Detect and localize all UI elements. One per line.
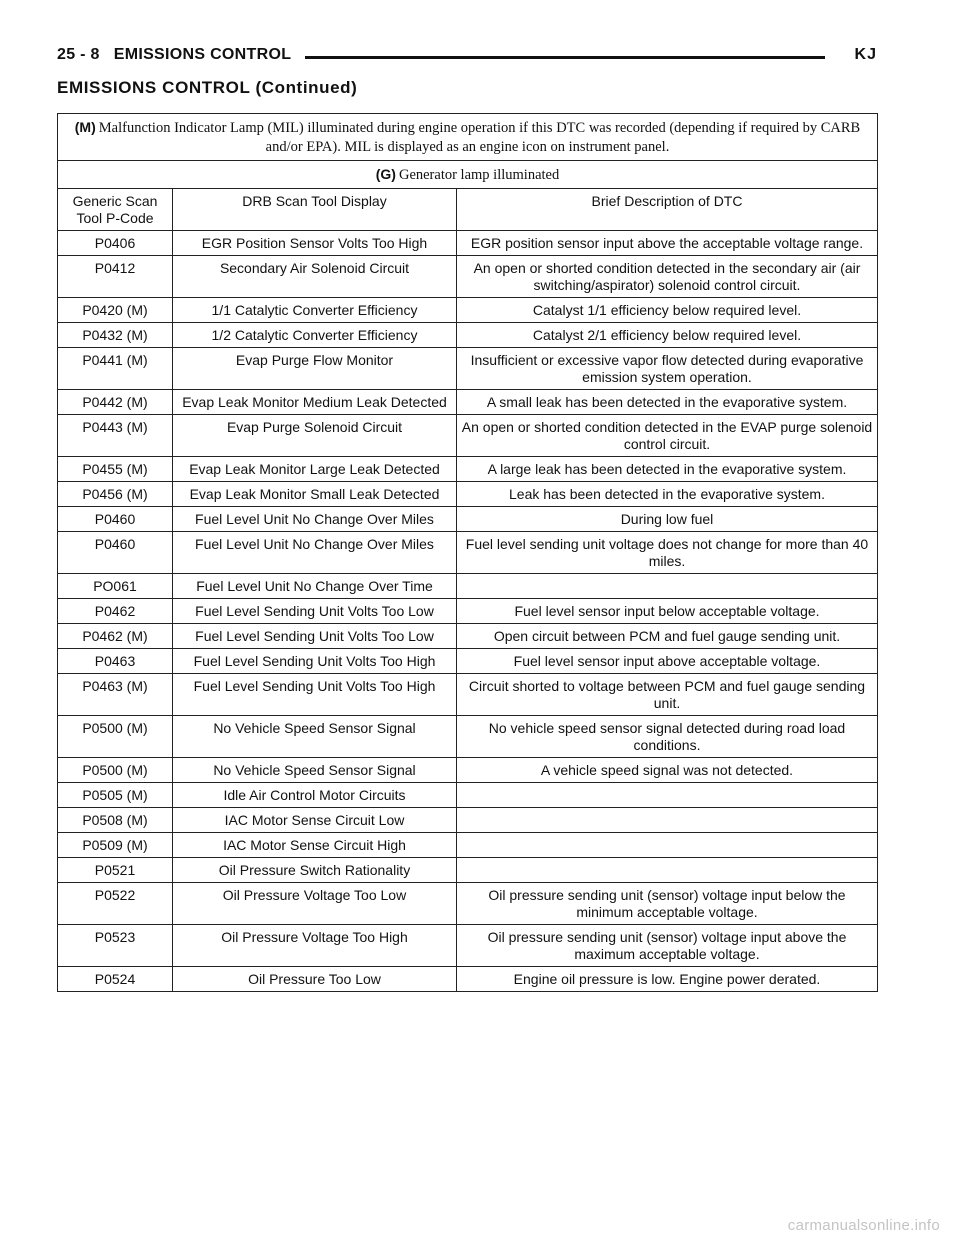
dtc-code-cell: P0412 [58,256,173,298]
table-row [58,925,878,967]
dtc-code-cell: P0509 (M) [58,833,173,858]
drb-display-cell: Oil Pressure Voltage Too Low [173,883,457,925]
table-row [58,532,878,574]
table-row [58,624,878,649]
dtc-description-cell: During low fuel [457,507,878,532]
dtc-code-cell: P0463 [58,649,173,674]
dtc-code-cell: P0460 [58,532,173,574]
dtc-description-cell: A vehicle speed signal was not detected. [457,758,878,783]
table-row [58,323,878,348]
model-code: KJ [854,46,877,63]
dtc-code-cell: P0441 (M) [58,348,173,390]
dtc-description-cell: Insufficient or excessive vapor flow detected during evaporative emission system operation. [457,348,878,390]
table-header-row [58,189,878,231]
table-row [58,574,878,599]
table-row [58,833,878,858]
dtc-code-cell: P0522 [58,883,173,925]
table-row [58,758,878,783]
dtc-table [57,113,878,992]
dtc-description-cell: No vehicle speed sensor signal detected during road load conditions. [457,716,878,758]
drb-display-cell: Fuel Level Unit No Change Over Miles [173,507,457,532]
drb-display-cell: Oil Pressure Switch Rationality [173,858,457,883]
dtc-description-cell [457,783,878,808]
dtc-code-cell: P0463 (M) [58,674,173,716]
dtc-code-cell: PO061 [58,574,173,599]
dtc-description-cell: A large leak has been detected in the evaporative system. [457,457,878,482]
dtc-description-cell: A small leak has been detected in the evaporative system. [457,390,878,415]
drb-display-cell: Fuel Level Sending Unit Volts Too Low [173,599,457,624]
dtc-code-cell: P0523 [58,925,173,967]
dtc-code-cell: P0432 (M) [58,323,173,348]
table-row [58,390,878,415]
drb-display-cell: No Vehicle Speed Sensor Signal [173,716,457,758]
drb-display-cell: Fuel Level Sending Unit Volts Too Low [173,624,457,649]
header-pcode: Generic Scan Tool P-Code [58,189,173,231]
dtc-code-cell: P0455 (M) [58,457,173,482]
dtc-code-cell: P0460 [58,507,173,532]
dtc-description-cell: An open or shorted condition detected in the EVAP purge solenoid control circuit. [457,415,878,457]
dtc-description-cell [457,858,878,883]
table-row [58,883,878,925]
dtc-code-cell: P0443 (M) [58,415,173,457]
dtc-description-cell: Fuel level sensor input above acceptable voltage. [457,649,878,674]
table-row [58,507,878,532]
dtc-code-cell: P0500 (M) [58,758,173,783]
drb-display-cell: No Vehicle Speed Sensor Signal [173,758,457,783]
table-row [58,415,878,457]
dtc-description-cell: An open or shorted condition detected in the secondary air (air switching/aspirator) solenoid control circuit. [457,256,878,298]
drb-display-cell: IAC Motor Sense Circuit High [173,833,457,858]
dtc-code-cell: P0521 [58,858,173,883]
continued-title: EMISSIONS CONTROL (Continued) [57,78,358,97]
watermark: carmanualsonline.info [787,1217,940,1234]
header-description: Brief Description of DTC [457,189,878,231]
table-row [58,716,878,758]
drb-display-cell: Fuel Level Unit No Change Over Miles [173,532,457,574]
dtc-code-cell: P0505 (M) [58,783,173,808]
drb-display-cell: Oil Pressure Voltage Too High [173,925,457,967]
dtc-code-cell: P0420 (M) [58,298,173,323]
note-row-generator [58,161,878,189]
dtc-description-cell: Engine oil pressure is low. Engine power derated. [457,967,878,992]
dtc-description-cell [457,833,878,858]
dtc-code-cell: P0462 (M) [58,624,173,649]
table-row [58,858,878,883]
table-row [58,231,878,256]
dtc-description-cell: Oil pressure sending unit (sensor) voltage input below the minimum acceptable voltage. [457,883,878,925]
table-row [58,599,878,624]
dtc-description-cell: Fuel level sensor input below acceptable voltage. [457,599,878,624]
dtc-description-cell [457,574,878,599]
drb-display-cell: Evap Leak Monitor Large Leak Detected [173,457,457,482]
table-row [58,674,878,716]
drb-display-cell: Fuel Level Sending Unit Volts Too High [173,649,457,674]
table-row [58,457,878,482]
note-generator [58,161,878,189]
drb-display-cell: Evap Purge Solenoid Circuit [173,415,457,457]
dtc-description-cell: Circuit shorted to voltage between PCM and fuel gauge sending unit. [457,674,878,716]
drb-display-cell: 1/2 Catalytic Converter Efficiency [173,323,457,348]
drb-display-cell: Evap Leak Monitor Medium Leak Detected [173,390,457,415]
dtc-description-cell [457,808,878,833]
note-mil-tag: (M) [74,119,96,135]
dtc-code-cell: P0508 (M) [58,808,173,833]
drb-display-cell: Fuel Level Sending Unit Volts Too High [173,674,457,716]
table-row [58,783,878,808]
header-rule [305,56,825,59]
drb-display-cell: Oil Pressure Too Low [173,967,457,992]
dtc-code-cell: P0406 [58,231,173,256]
dtc-description-cell: Catalyst 1/1 efficiency below required level. [457,298,878,323]
dtc-description-cell: Oil pressure sending unit (sensor) voltage input above the maximum acceptable voltage. [457,925,878,967]
drb-display-cell: EGR Position Sensor Volts Too High [173,231,457,256]
drb-display-cell: IAC Motor Sense Circuit Low [173,808,457,833]
note-mil [58,114,878,161]
page-number: 25 - 8 [57,46,100,63]
drb-display-cell: Evap Leak Monitor Small Leak Detected [173,482,457,507]
dtc-description-cell: Leak has been detected in the evaporative system. [457,482,878,507]
dtc-description-cell: Catalyst 2/1 efficiency below required level. [457,323,878,348]
section-title: EMISSIONS CONTROL [113,46,292,63]
header-drb-display: DRB Scan Tool Display [173,189,457,231]
drb-display-cell: Secondary Air Solenoid Circuit [173,256,457,298]
table-row [58,256,878,298]
dtc-code-cell: P0524 [58,967,173,992]
note-mil-text: Malfunction Indicator Lamp (MIL) illuminated during engine operation if this DTC was recorded (depending if required by CARB and/or EPA). MIL is displayed as an engine icon on instrument panel. [98,120,861,155]
note-generator-tag: (G) [375,166,396,182]
dtc-code-cell: P0462 [58,599,173,624]
table-row [58,482,878,507]
table-row [58,298,878,323]
dtc-code-cell: P0500 (M) [58,716,173,758]
drb-display-cell: Evap Purge Flow Monitor [173,348,457,390]
table-row [58,808,878,833]
dtc-description-cell: EGR position sensor input above the acceptable voltage range. [457,231,878,256]
dtc-description-cell: Fuel level sending unit voltage does not change for more than 40 miles. [457,532,878,574]
note-row-mil [58,114,878,161]
note-generator-text: Generator lamp illuminated [398,167,560,183]
dtc-code-cell: P0442 (M) [58,390,173,415]
header-left [57,46,291,64]
table-row [58,348,878,390]
drb-display-cell: Fuel Level Unit No Change Over Time [173,574,457,599]
dtc-description-cell: Open circuit between PCM and fuel gauge sending unit. [457,624,878,649]
drb-display-cell: 1/1 Catalytic Converter Efficiency [173,298,457,323]
drb-display-cell: Idle Air Control Motor Circuits [173,783,457,808]
dtc-code-cell: P0456 (M) [58,482,173,507]
table-row [58,967,878,992]
table-row [58,649,878,674]
page-header [57,46,877,70]
